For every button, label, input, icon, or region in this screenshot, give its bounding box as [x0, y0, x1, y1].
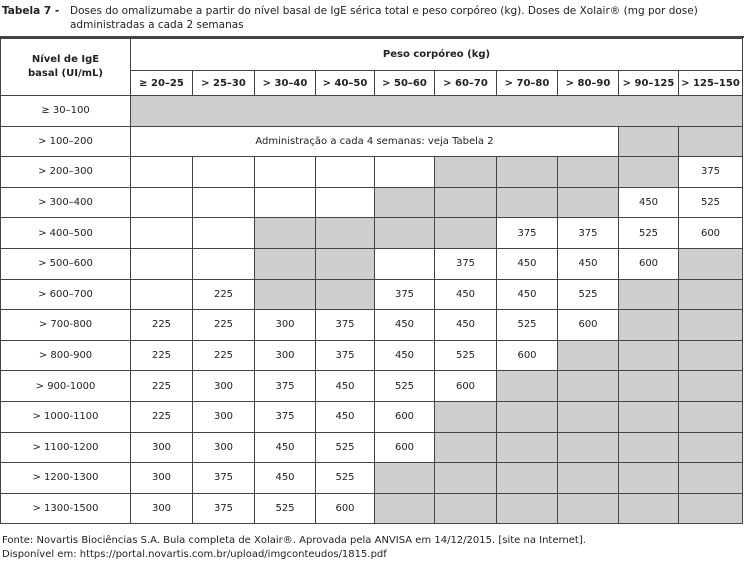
dose-cell: 375	[497, 218, 558, 249]
dose-cell: 225	[193, 279, 255, 310]
weight-col-header: ≥ 20–25	[131, 71, 193, 96]
table-row	[1, 218, 743, 249]
dose-cell: 450	[435, 310, 497, 341]
shaded-cell	[558, 371, 619, 402]
weight-col-header: > 80–90	[558, 71, 619, 96]
empty-cell	[131, 187, 193, 218]
dose-cell: 450	[316, 371, 375, 402]
shaded-cell	[435, 401, 497, 432]
shaded-cell	[679, 493, 743, 524]
shaded-cell	[619, 340, 679, 371]
shaded-cell	[679, 371, 743, 402]
row-header-text: Nível de IgE basal (UI/mL)	[28, 54, 103, 79]
shaded-cell	[435, 493, 497, 524]
shaded-cell	[255, 248, 316, 279]
shaded-cell	[558, 432, 619, 463]
weight-col-header: > 50–60	[375, 71, 435, 96]
dose-cell: 450	[558, 248, 619, 279]
shaded-cell	[375, 493, 435, 524]
shaded-cell	[558, 493, 619, 524]
shaded-cell	[619, 279, 679, 310]
shaded-cell	[679, 340, 743, 371]
ige-level-label: > 1100-1200	[1, 432, 131, 463]
shaded-cell	[497, 432, 558, 463]
caption-text: Doses do omalizumabe a partir do nível basal de IgE sérica total e peso corpóreo (kg). Doses de Xolair® (mg por dose) administradas a cada 2 semanas	[70, 5, 698, 31]
ige-level-label: > 900-1000	[1, 371, 131, 402]
ige-level-label: > 300–400	[1, 187, 131, 218]
dose-cell: 450	[435, 279, 497, 310]
shaded-cell	[679, 279, 743, 310]
shaded-cell	[619, 401, 679, 432]
ige-level-label: > 1000-1100	[1, 401, 131, 432]
shaded-cell	[435, 432, 497, 463]
shaded-cell	[255, 218, 316, 249]
dose-cell: 450	[619, 187, 679, 218]
shaded-cell	[497, 493, 558, 524]
table-footer	[2, 534, 586, 562]
dose-cell: 300	[255, 340, 316, 371]
dose-cell: 300	[193, 371, 255, 402]
dose-cell: 600	[375, 432, 435, 463]
shaded-cell	[316, 218, 375, 249]
row-header-cell	[1, 39, 131, 96]
dose-cell: 225	[131, 340, 193, 371]
shaded-cell	[375, 463, 435, 494]
table-row	[1, 432, 743, 463]
shaded-cell	[497, 371, 558, 402]
dose-cell: 225	[131, 371, 193, 402]
dose-cell: 375	[435, 248, 497, 279]
dose-cell: 600	[679, 218, 743, 249]
caption-label: Tabela 7 -	[2, 5, 60, 17]
dose-cell: 525	[679, 187, 743, 218]
shaded-cell	[497, 157, 558, 188]
shaded-cell	[679, 248, 743, 279]
shaded-cell	[679, 401, 743, 432]
dose-cell: 525	[375, 371, 435, 402]
ige-level-label: > 1300-1500	[1, 493, 131, 524]
empty-cell	[131, 157, 193, 188]
dose-cell: 600	[619, 248, 679, 279]
shaded-cell	[131, 96, 743, 127]
shaded-cell	[619, 310, 679, 341]
shaded-cell	[255, 279, 316, 310]
table-body	[1, 96, 743, 524]
footer-source: Fonte: Novartis Biociências S.A. Bula completa de Xolair®. Aprovada pela ANVISA em 14/12/2015. [site na Internet].	[2, 535, 586, 546]
dose-cell: 525	[316, 463, 375, 494]
dose-table	[0, 38, 743, 524]
weight-col-header: > 30–40	[255, 71, 316, 96]
shaded-cell	[375, 218, 435, 249]
dose-cell: 375	[558, 218, 619, 249]
table-row	[1, 157, 743, 188]
empty-cell	[193, 187, 255, 218]
table-row	[1, 310, 743, 341]
dose-cell: 525	[497, 310, 558, 341]
ige-level-label: > 200–300	[1, 157, 131, 188]
dose-cell: 450	[316, 401, 375, 432]
dose-cell: 300	[131, 493, 193, 524]
table-row	[1, 248, 743, 279]
weight-col-header: > 125–150	[679, 71, 743, 96]
shaded-cell	[619, 493, 679, 524]
dose-cell: 450	[497, 248, 558, 279]
shaded-cell	[497, 401, 558, 432]
dose-cell: 525	[619, 218, 679, 249]
shaded-cell	[679, 432, 743, 463]
dose-cell: 375	[375, 279, 435, 310]
shaded-cell	[619, 371, 679, 402]
dose-cell: 375	[316, 340, 375, 371]
empty-cell	[316, 157, 375, 188]
shaded-cell	[497, 463, 558, 494]
dose-cell: 300	[255, 310, 316, 341]
table-row	[1, 463, 743, 494]
col-group-header: Peso corpóreo (kg)	[131, 39, 743, 71]
shaded-cell	[679, 463, 743, 494]
ige-level-label: > 700-800	[1, 310, 131, 341]
empty-cell	[193, 157, 255, 188]
shaded-cell	[619, 157, 679, 188]
ige-level-label: > 100–200	[1, 126, 131, 157]
table-row	[1, 96, 743, 127]
shaded-cell	[619, 463, 679, 494]
table-row	[1, 187, 743, 218]
weight-col-header: > 70–80	[497, 71, 558, 96]
dose-cell: 375	[679, 157, 743, 188]
dose-cell: 600	[375, 401, 435, 432]
shaded-cell	[316, 279, 375, 310]
table-row	[1, 340, 743, 371]
shaded-cell	[679, 310, 743, 341]
ige-level-label: ≥ 30–100	[1, 96, 131, 127]
ige-level-label: > 600–700	[1, 279, 131, 310]
dose-cell: 375	[193, 493, 255, 524]
shaded-cell	[558, 340, 619, 371]
dose-cell: 300	[193, 432, 255, 463]
weight-col-header: > 40–50	[316, 71, 375, 96]
shaded-cell	[435, 157, 497, 188]
dose-cell: 300	[193, 401, 255, 432]
dose-cell: 450	[375, 310, 435, 341]
dose-cell: 525	[255, 493, 316, 524]
shaded-cell	[679, 126, 743, 157]
dose-cell: 525	[558, 279, 619, 310]
dose-cell: 450	[375, 340, 435, 371]
dose-cell: 225	[193, 310, 255, 341]
dose-cell: 375	[316, 310, 375, 341]
four-week-note: Administração a cada 4 semanas: veja Tabela 2	[131, 126, 619, 157]
table-row	[1, 371, 743, 402]
shaded-cell	[619, 126, 679, 157]
dose-cell: 450	[255, 463, 316, 494]
dose-cell: 225	[131, 401, 193, 432]
table-row	[1, 401, 743, 432]
dose-cell: 300	[131, 432, 193, 463]
shaded-cell	[435, 187, 497, 218]
empty-cell	[255, 157, 316, 188]
empty-cell	[375, 248, 435, 279]
dose-cell: 600	[558, 310, 619, 341]
empty-cell	[255, 187, 316, 218]
shaded-cell	[316, 248, 375, 279]
empty-cell	[131, 218, 193, 249]
dose-cell: 375	[193, 463, 255, 494]
weight-col-header: > 90–125	[619, 71, 679, 96]
table-row	[1, 279, 743, 310]
shaded-cell	[435, 463, 497, 494]
shaded-cell	[558, 463, 619, 494]
shaded-cell	[558, 187, 619, 218]
weight-col-header: > 60–70	[435, 71, 497, 96]
shaded-cell	[375, 187, 435, 218]
empty-cell	[193, 218, 255, 249]
ige-level-label: > 1200-1300	[1, 463, 131, 494]
footer-url: Disponível em: https://portal.novartis.com.br/upload/imgconteudos/1815.pdf	[2, 549, 387, 560]
dose-cell: 600	[497, 340, 558, 371]
empty-cell	[131, 248, 193, 279]
shaded-cell	[558, 157, 619, 188]
shaded-cell	[558, 401, 619, 432]
ige-level-label: > 800-900	[1, 340, 131, 371]
empty-cell	[193, 248, 255, 279]
dose-cell: 600	[316, 493, 375, 524]
table-row	[1, 493, 743, 524]
dose-cell: 525	[435, 340, 497, 371]
dose-cell: 225	[193, 340, 255, 371]
table-row	[1, 126, 743, 157]
weight-col-header: > 25–30	[193, 71, 255, 96]
dose-cell: 300	[131, 463, 193, 494]
shaded-cell	[497, 187, 558, 218]
ige-level-label: > 500–600	[1, 248, 131, 279]
dose-cell: 375	[255, 371, 316, 402]
dose-cell: 450	[497, 279, 558, 310]
shaded-cell	[435, 218, 497, 249]
empty-cell	[375, 157, 435, 188]
ige-level-label: > 400–500	[1, 218, 131, 249]
dose-cell: 450	[255, 432, 316, 463]
shaded-cell	[619, 432, 679, 463]
empty-cell	[316, 187, 375, 218]
dose-cell: 525	[316, 432, 375, 463]
dose-cell: 225	[131, 310, 193, 341]
table-caption	[2, 4, 740, 32]
dose-cell: 600	[435, 371, 497, 402]
dose-cell: 375	[255, 401, 316, 432]
empty-cell	[131, 279, 193, 310]
